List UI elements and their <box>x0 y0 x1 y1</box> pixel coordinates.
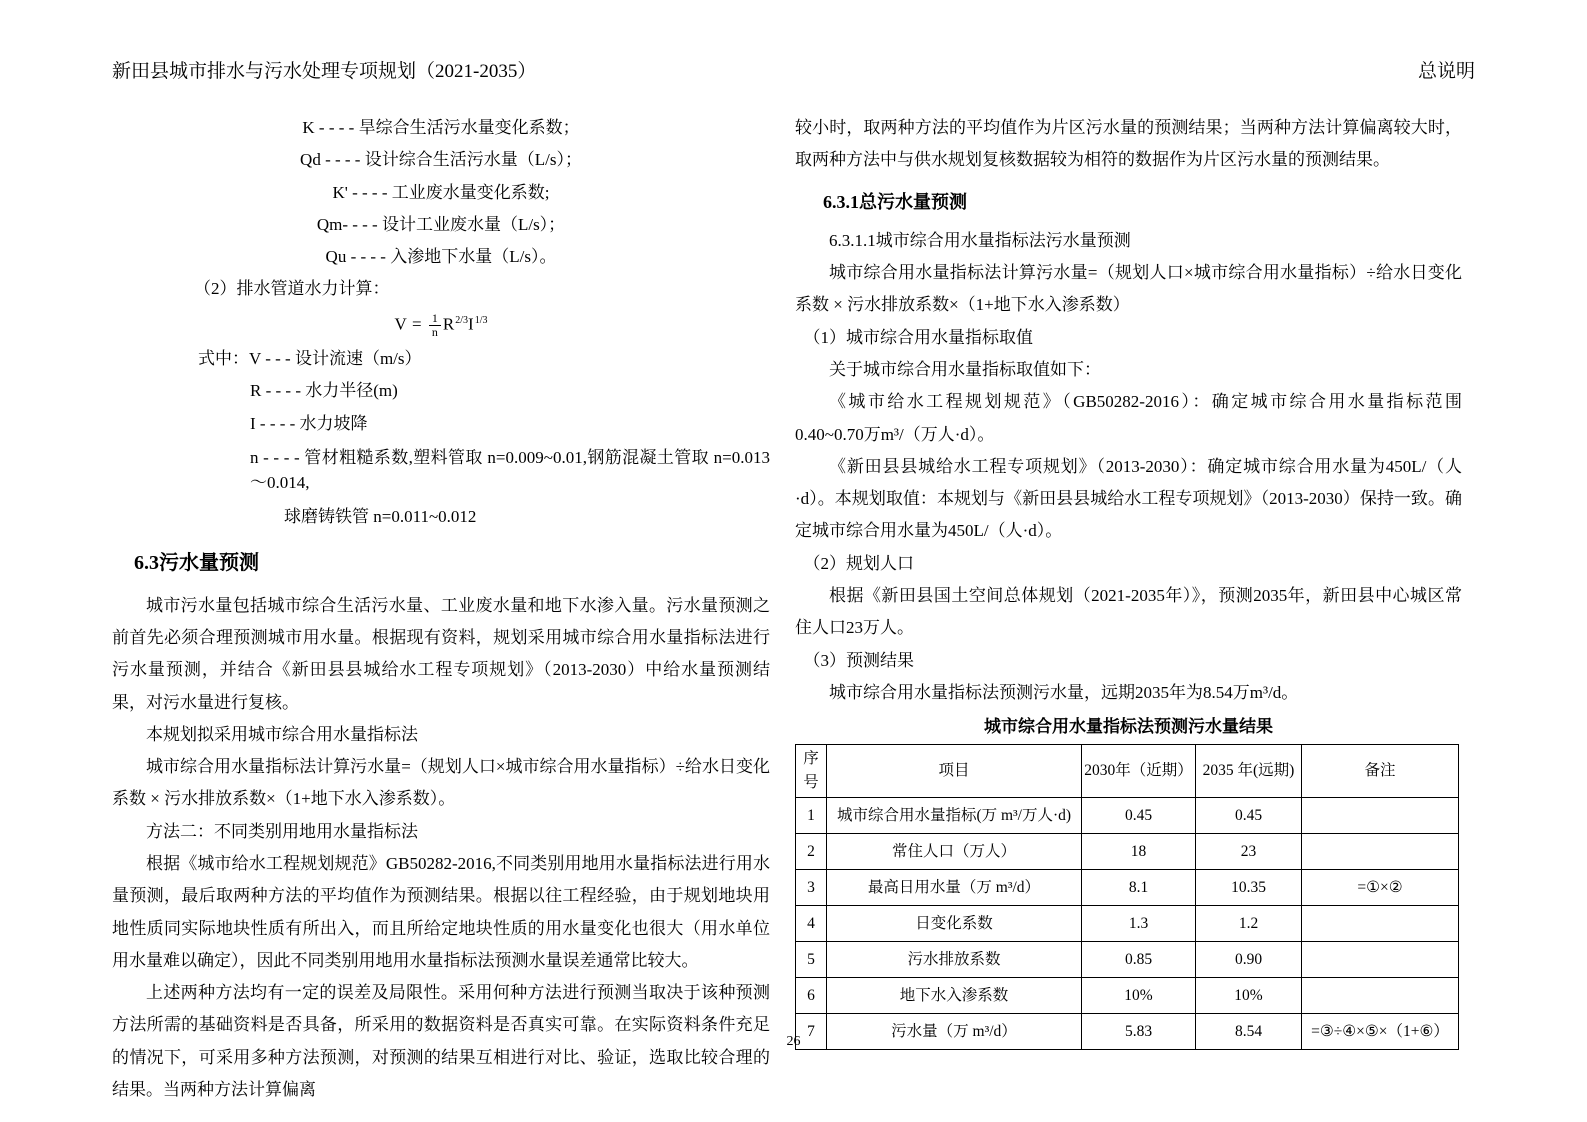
col-header-index: 序号 <box>796 745 827 798</box>
cell-remark <box>1302 798 1459 834</box>
cell-2035: 0.45 <box>1196 798 1302 834</box>
table-row <box>796 906 1459 942</box>
where-slope-line: I - - - - 水力坡降 <box>250 413 368 433</box>
cell-index: 1 <box>796 798 827 834</box>
table-row <box>796 870 1459 906</box>
cell-2035: 23 <box>1196 834 1302 870</box>
paragraph-method2-detail: 根据《城市给水工程规划规范》GB50282-2016,不同类别用地用水量指标法进行用水量预测，最后取两种方法的平均值作为预测结果。根据以往工程经验，由于规划地块用地性质同实际地块性质有所出入，而且所给定地块性质的用水量变化也很大（用水单位用水量难以确定），因此不同类别用地用水量指标法预测水量误差通常比较大。 <box>112 854 770 970</box>
cell-remark <box>1302 834 1459 870</box>
paragraph-limitations: 上述两种方法均有一定的误差及局限性。采用何种方法进行预测当取决于该种预测方法所需的基础资料是否具备，所采用的数据资料是否真实可靠。在实际资料条件充足的情况下，可采用多种方法预测，对预测的结果互相进行对比、验证，选取比较合理的结果。当两种方法计算偏离 <box>112 983 770 1100</box>
paragraph-population: 根据《新田县国土空间总体规划（2021-2035年）》，预测2035年，新田县中心城区常住人口23万人。 <box>795 586 1462 638</box>
where-roughness-line: n - - - - 管材粗糙系数,塑料管取 n=0.009~0.01,钢筋混凝土管取 n=0.013～0.014, <box>250 448 770 492</box>
cell-2035: 0.90 <box>1196 942 1302 978</box>
formula-r-exponent: 2/3 <box>455 314 469 326</box>
table-row <box>796 798 1459 834</box>
cell-2035: 10% <box>1196 978 1302 1014</box>
col-header-item: 项目 <box>827 745 1082 798</box>
cell-index: 4 <box>796 906 827 942</box>
paragraph-code-standard: 《城市给水工程规划规范》（GB50282-2016）：确定城市综合用水量指标范围0.40~0.70万m³/（万人·d）。 <box>795 392 1462 444</box>
where-radius-line: R - - - - 水力半径(m) <box>250 381 398 401</box>
cell-index: 7 <box>796 1014 827 1050</box>
paragraph-plan-value: 《新田县县城给水工程专项规划》（2013-2030）：确定城市综合用水量为450L/（人·d）。本规划取值：本规划与《新田县县城给水工程专项规划》（2013-2030）保持一致。确定城市综合用水量为450L/（人·d）。 <box>795 456 1462 541</box>
left-column <box>112 112 770 1106</box>
cell-2035: 1.2 <box>1196 906 1302 942</box>
cell-index: 6 <box>796 978 827 1014</box>
cell-item: 日变化系数 <box>827 906 1082 942</box>
cell-item: 城市综合用水量指标(万 m³/万人·d) <box>827 798 1082 834</box>
cell-item: 常住人口（万人） <box>827 834 1082 870</box>
where-velocity-line: 式中：V - - - 设计流速（m/s） <box>198 349 422 369</box>
symbol-definition: K' - - - - 工业废水量变化系数; <box>332 182 550 202</box>
cell-2030: 1.3 <box>1082 906 1196 942</box>
cell-2030: 0.85 <box>1082 942 1196 978</box>
cell-2030: 18 <box>1082 834 1196 870</box>
section-heading-6-3-1: 6.3.1总污水量预测 <box>823 191 967 212</box>
cell-remark: =①×② <box>1302 870 1459 906</box>
hydraulic-calc-label: （2）排水管道水力计算： <box>194 279 390 299</box>
table-title: 城市综合用水量指标法预测污水量结果 <box>984 717 1273 737</box>
symbol-definition: Qm- - - - 设计工业废水量（L/s）； <box>316 214 566 234</box>
right-column <box>795 112 1462 1050</box>
cell-2030: 10% <box>1082 978 1196 1014</box>
paragraph-formula-text: 城市综合用水量指标法计算污水量=（规划人口×城市综合用水量指标）÷给水日变化系数 × 污水排放系数×（1+地下水入渗系数）。 <box>112 757 770 809</box>
paragraph-formula-text: 城市综合用水量指标法计算污水量=（规划人口×城市综合用水量指标）÷给水日变化系数 × 污水排放系数×（1+地下水入渗系数） <box>795 263 1462 315</box>
symbol-definition: Qd - - - - 设计综合生活污水量（L/s）； <box>300 150 582 170</box>
paragraph-continuation: 较小时，取两种方法的平均值作为片区污水量的预测结果；当两种方法计算偏离较大时，取两种方法中与供水规划复核数据较为相符的数据作为片区污水量的预测结果。 <box>795 118 1462 170</box>
table-header-row <box>796 745 1459 798</box>
document-title: 新田县城市排水与污水处理专项规划（2021-2035） <box>112 61 537 82</box>
col-header-2035: 2035 年(远期) <box>1196 745 1302 798</box>
manning-formula <box>112 312 770 339</box>
cell-remark <box>1302 978 1459 1014</box>
symbol-definition: K - - - - 旱综合生活污水量变化系数； <box>302 118 580 137</box>
formula-equals: = <box>412 314 423 334</box>
cell-remark: =③÷④×⑤×（1+⑥） <box>1302 1014 1459 1050</box>
cell-2030: 8.1 <box>1082 870 1196 906</box>
cell-item: 最高日用水量（万 m³/d） <box>827 870 1082 906</box>
cell-item: 地下水入渗系数 <box>827 978 1082 1014</box>
page-number: 26 <box>786 1034 801 1049</box>
symbol-definition: Qu - - - - 入渗地下水量（L/s）。 <box>325 247 557 267</box>
section-heading-6-3: 6.3污水量预测 <box>134 551 259 574</box>
formula-lhs: V <box>394 314 408 334</box>
paragraph-result: 城市综合用水量指标法预测污水量，远期2035年为8.54万m³/d。 <box>829 682 1299 702</box>
item-3-label: （3）预测结果 <box>803 650 914 670</box>
paragraph-method2: 方法二：不同类别用地用水量指标法 <box>146 821 418 841</box>
cell-remark <box>1302 906 1459 942</box>
col-header-2030: 2030年（近期） <box>1082 745 1196 798</box>
cell-2030: 0.45 <box>1082 798 1196 834</box>
formula-fraction: $\frac{1}{n}$ <box>429 312 441 339</box>
subsection-heading-6-3-1-1: 6.3.1.1城市综合用水量指标法污水量预测 <box>829 230 1131 250</box>
table-row <box>796 834 1459 870</box>
cell-remark <box>1302 942 1459 978</box>
item-2-label: （2）规划人口 <box>803 553 914 573</box>
cell-2035: 10.35 <box>1196 870 1302 906</box>
table-row <box>796 978 1459 1014</box>
header-section-label: 总说明 <box>1417 61 1475 82</box>
cell-index: 2 <box>796 834 827 870</box>
wastewater-prediction-table <box>795 744 1459 1050</box>
paragraph-about-indicator: 关于城市综合用水量指标取值如下： <box>829 359 1101 379</box>
cell-index: 3 <box>796 870 827 906</box>
page-header <box>112 56 1475 83</box>
cell-item: 污水排放系数 <box>827 942 1082 978</box>
cell-item: 污水量（万 m³/d） <box>827 1014 1082 1050</box>
col-header-remark: 备注 <box>1302 745 1459 798</box>
paragraph-intro: 城市污水量包括城市综合生活污水量、工业废水量和地下水渗入量。污水量预测之前首先必须合理预测城市用水量。根据现有资料，规划采用城市综合用水量指标法进行污水量预测，并结合《新田县县城给水工程专项规划》（2013-2030）中给水量预测结果，对污水量进行复核。 <box>112 595 770 712</box>
cell-index: 5 <box>796 942 827 978</box>
formula-r-base: R <box>442 314 456 334</box>
where-ductile-iron-line: 球磨铸铁管 n=0.011~0.012 <box>284 507 477 527</box>
cell-2030: 5.83 <box>1082 1014 1196 1050</box>
formula-i-exponent: 1/3 <box>474 314 488 326</box>
paragraph-method1: 本规划拟采用城市综合用水量指标法 <box>146 724 418 744</box>
item-1-label: （1）城市综合用水量指标取值 <box>803 327 1033 347</box>
formula-i-base: I <box>468 314 475 334</box>
cell-2035: 8.54 <box>1196 1014 1302 1050</box>
table-row <box>796 942 1459 978</box>
